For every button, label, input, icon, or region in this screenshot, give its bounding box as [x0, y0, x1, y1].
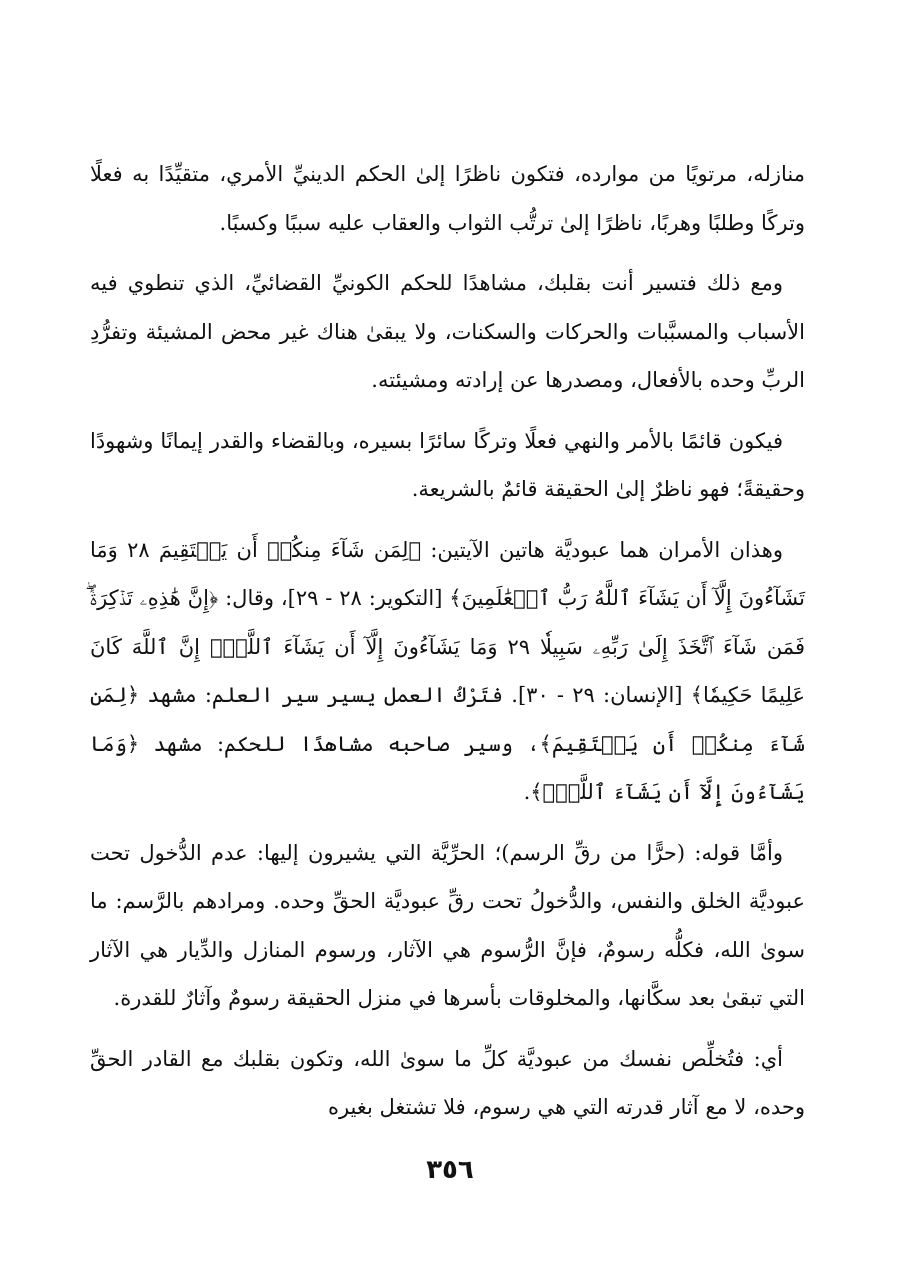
paragraph-5: وأمَّا قوله: (حرًّا من رقِّ الرسم)؛ الحرِّيَّة التي يشيرون إليها: عدم الدُّخول تحت عبوديَّة الخلق والنفس، والدُّخولُ تحت رقِّ عبوديَّة الحقِّ وحده. ومرادهم بالرَّسم: ما سوىٰ الله، فكلُّه رسومٌ، فإنَّ الرُّسوم هي الآثار، ورسوم المنازل والدِّيار هي الآثار التي تبقىٰ بعد سكَّانها، والمخلوقات بأسرها في منزل الحقيقة رسومٌ وآثارٌ للقدرة. — [90, 840, 805, 1010]
page-body — [90, 150, 805, 1144]
paragraph-2: ومع ذلك فتسير أنت بقلبك، مشاهدًا للحكم الكونيِّ القضائيِّ، الذي تنطوي فيه الأسباب والمسبَّبات والحركات والسكنات، ولا يبقىٰ هناك غير محض المشيئة وتفرُّدِ الربِّ وحده بالأفعال، ومصدرها عن إرادته ومشيئته. — [90, 271, 805, 392]
paragraph-4: وهذان الأمران هما عبوديَّة هاتين الآيتين: ﴿لِمَن شَآءَ مِنكُمۡ أَن يَسۡتَقِيمَ ٢٨ وَمَا تَشَآءُونَ إِلَّآ أَن يَشَآءَ ٱللَّهُ رَبُّ ٱلۡعَٰلَمِينَ﴾ [التكوير: ٢٨ - ٢٩]، وقال: ﴿إِنَّ هَٰذِهِۦ تَذۡكِرَةٞۖ فَمَن شَآءَ ٱتَّخَذَ إِلَىٰ رَبِّهِۦ سَبِيلٗا ٢٩ وَمَا يَشَآءُونَ إِلَّآ أَن يَشَآءَ ٱللَّهُۚ إِنَّ ٱللَّهَ كَانَ عَلِيمًا حَكِيمٗا﴾ [الإنسان: ٢٩ - ٣٠]. فتَرْكُ العمل يسير سير العلم: مشهد ﴿لِمَن شَآءَ مِنكُمۡ أَن يَسۡتَقِيمَ﴾، وسير صاحبه مشاهدًا للحكم: مشهد ﴿وَمَا يَشَآءُونَ إِلَّآ أَن يَشَآءَ ٱللَّهُۚ﴾. — [90, 537, 805, 804]
paragraph-1: منازله، مرتويًا من موارده، فتكون ناظرًا إلىٰ الحكم الدينيِّ الأمري، متقيِّدًا به فعلًا وتركًا وطلبًا وهربًا، ناظرًا إلىٰ ترتُّب الثواب والعقاب عليه سببًا وكسبًا. — [90, 162, 805, 235]
paragraph-6: أي: فتُخلِّص نفسك من عبوديَّة كلِّ ما سوىٰ الله، وتكون بقلبك مع القادر الحقِّ وحده، لا مع آثار قدرته التي هي رسوم، فلا تشتغل بغيره — [90, 1046, 805, 1119]
paragraph-3: فيكون قائمًا بالأمر والنهي فعلًا وتركًا سائرًا بسيره، وبالقضاء والقدر إيمانًا وشهودًا وحقيقةً؛ فهو ناظرٌ إلىٰ الحقيقة قائمٌ بالشريعة. — [90, 428, 805, 501]
page-number: ٣٥٦ — [426, 1155, 474, 1185]
